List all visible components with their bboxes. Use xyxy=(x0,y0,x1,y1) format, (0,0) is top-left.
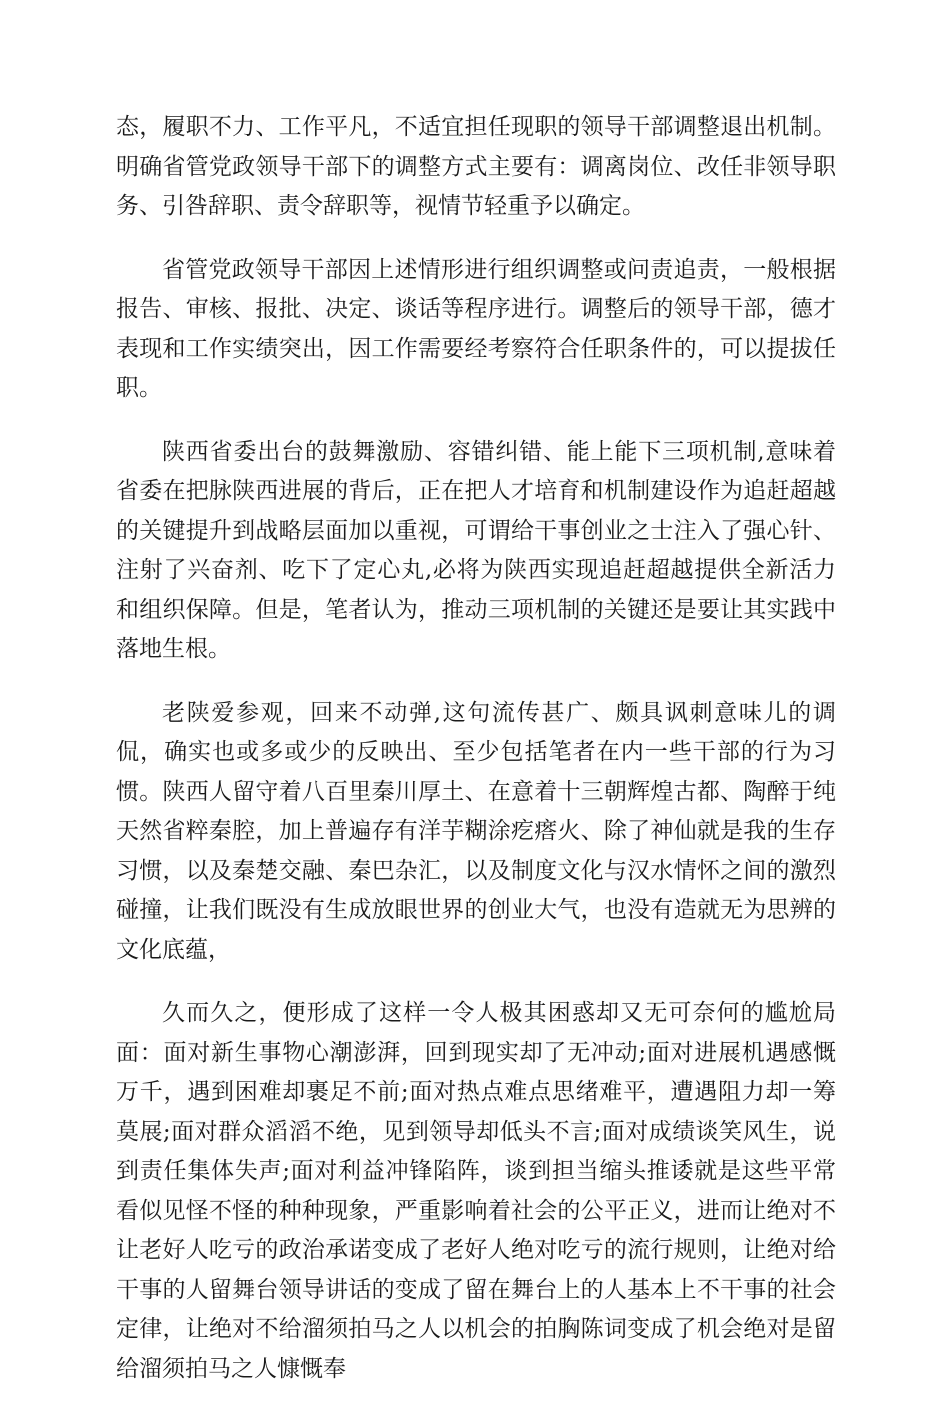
paragraph-3: 陕西省委出台的鼓舞激励、容错纠错、能上能下三项机制,意味着省委在把脉陕西进展的背后，正在把人才培育和机制建设作为追赶超越的关键提升到战略层面加以重视，可谓给干事创业之士注入了强心针、注射了兴奋剂、吃下了定心丸,必将为陕西实现追赶超越提供全新活力和组织保障。但是，笔者认为，推动三项机制的关键还是要让其实践中落地生根。 xyxy=(116,438,836,662)
paragraph-5: 久而久之，便形成了这样一令人极其困惑却又无可奈何的尴尬局面：面对新生事物心潮澎湃，回到现实却了无冲动;面对进展机遇感慨万千，遇到困难却裹足不前;面对热点难点思绪难平，遭遇阻力却一筹莫展;面对群众滔滔不绝，见到领导却低头不言;面对成绩谈笑风生，说到责任集体失声;面对利益冲锋陷阵，谈到担当缩头推诿就是这些平常看似见怪不怪的种种现象，严重影响着社会的公平正义，进而让绝对不让老好人吃亏的政治承诺变成了老好人绝对吃亏的流行规则，让绝对给干事的人留舞台领导讲话的变成了留在舞台上的人基本上不干事的社会定律，让绝对不给溜须拍马之人以机会的拍胸陈词变成了机会绝对是留给溜须拍马之人慷慨奉 xyxy=(116,1000,836,1382)
paragraph-2: 省管党政领导干部因上述情形进行组织调整或问责追责，一般根据报告、审核、报批、决定、谈话等程序进行。调整后的领导干部，德才表现和工作实绩突出，因工作需要经考察符合任职条件的，可以提拔任职。 xyxy=(116,256,836,401)
paragraph-4: 老陕爱参观，回来不动弹,这句流传甚广、颇具讽刺意味儿的调侃，确实也或多或少的反映出、至少包括笔者在内一些干部的行为习惯。陕西人留守着八百里秦川厚土、在意着十三朝辉煌古都、陶醉于纯天然省粹秦腔，加上普遍存有洋芋糊涂疙瘩火、除了神仙就是我的生存习惯，以及秦楚交融、秦巴杂汇，以及制度文化与汉水情怀之间的激烈碰撞，让我们既没有生成放眼世界的创业大气，也没有造就无为思辨的文化底蕴， xyxy=(116,699,836,963)
paragraph-1: 态，履职不力、工作平凡，不适宜担任现职的领导干部调整退出机制。明确省管党政领导干部下的调整方式主要有：调离岗位、改任非领导职务、引咎辞职、责令辞职等，视情节轻重予以确定。 xyxy=(116,114,836,219)
document-body xyxy=(116,108,836,1413)
